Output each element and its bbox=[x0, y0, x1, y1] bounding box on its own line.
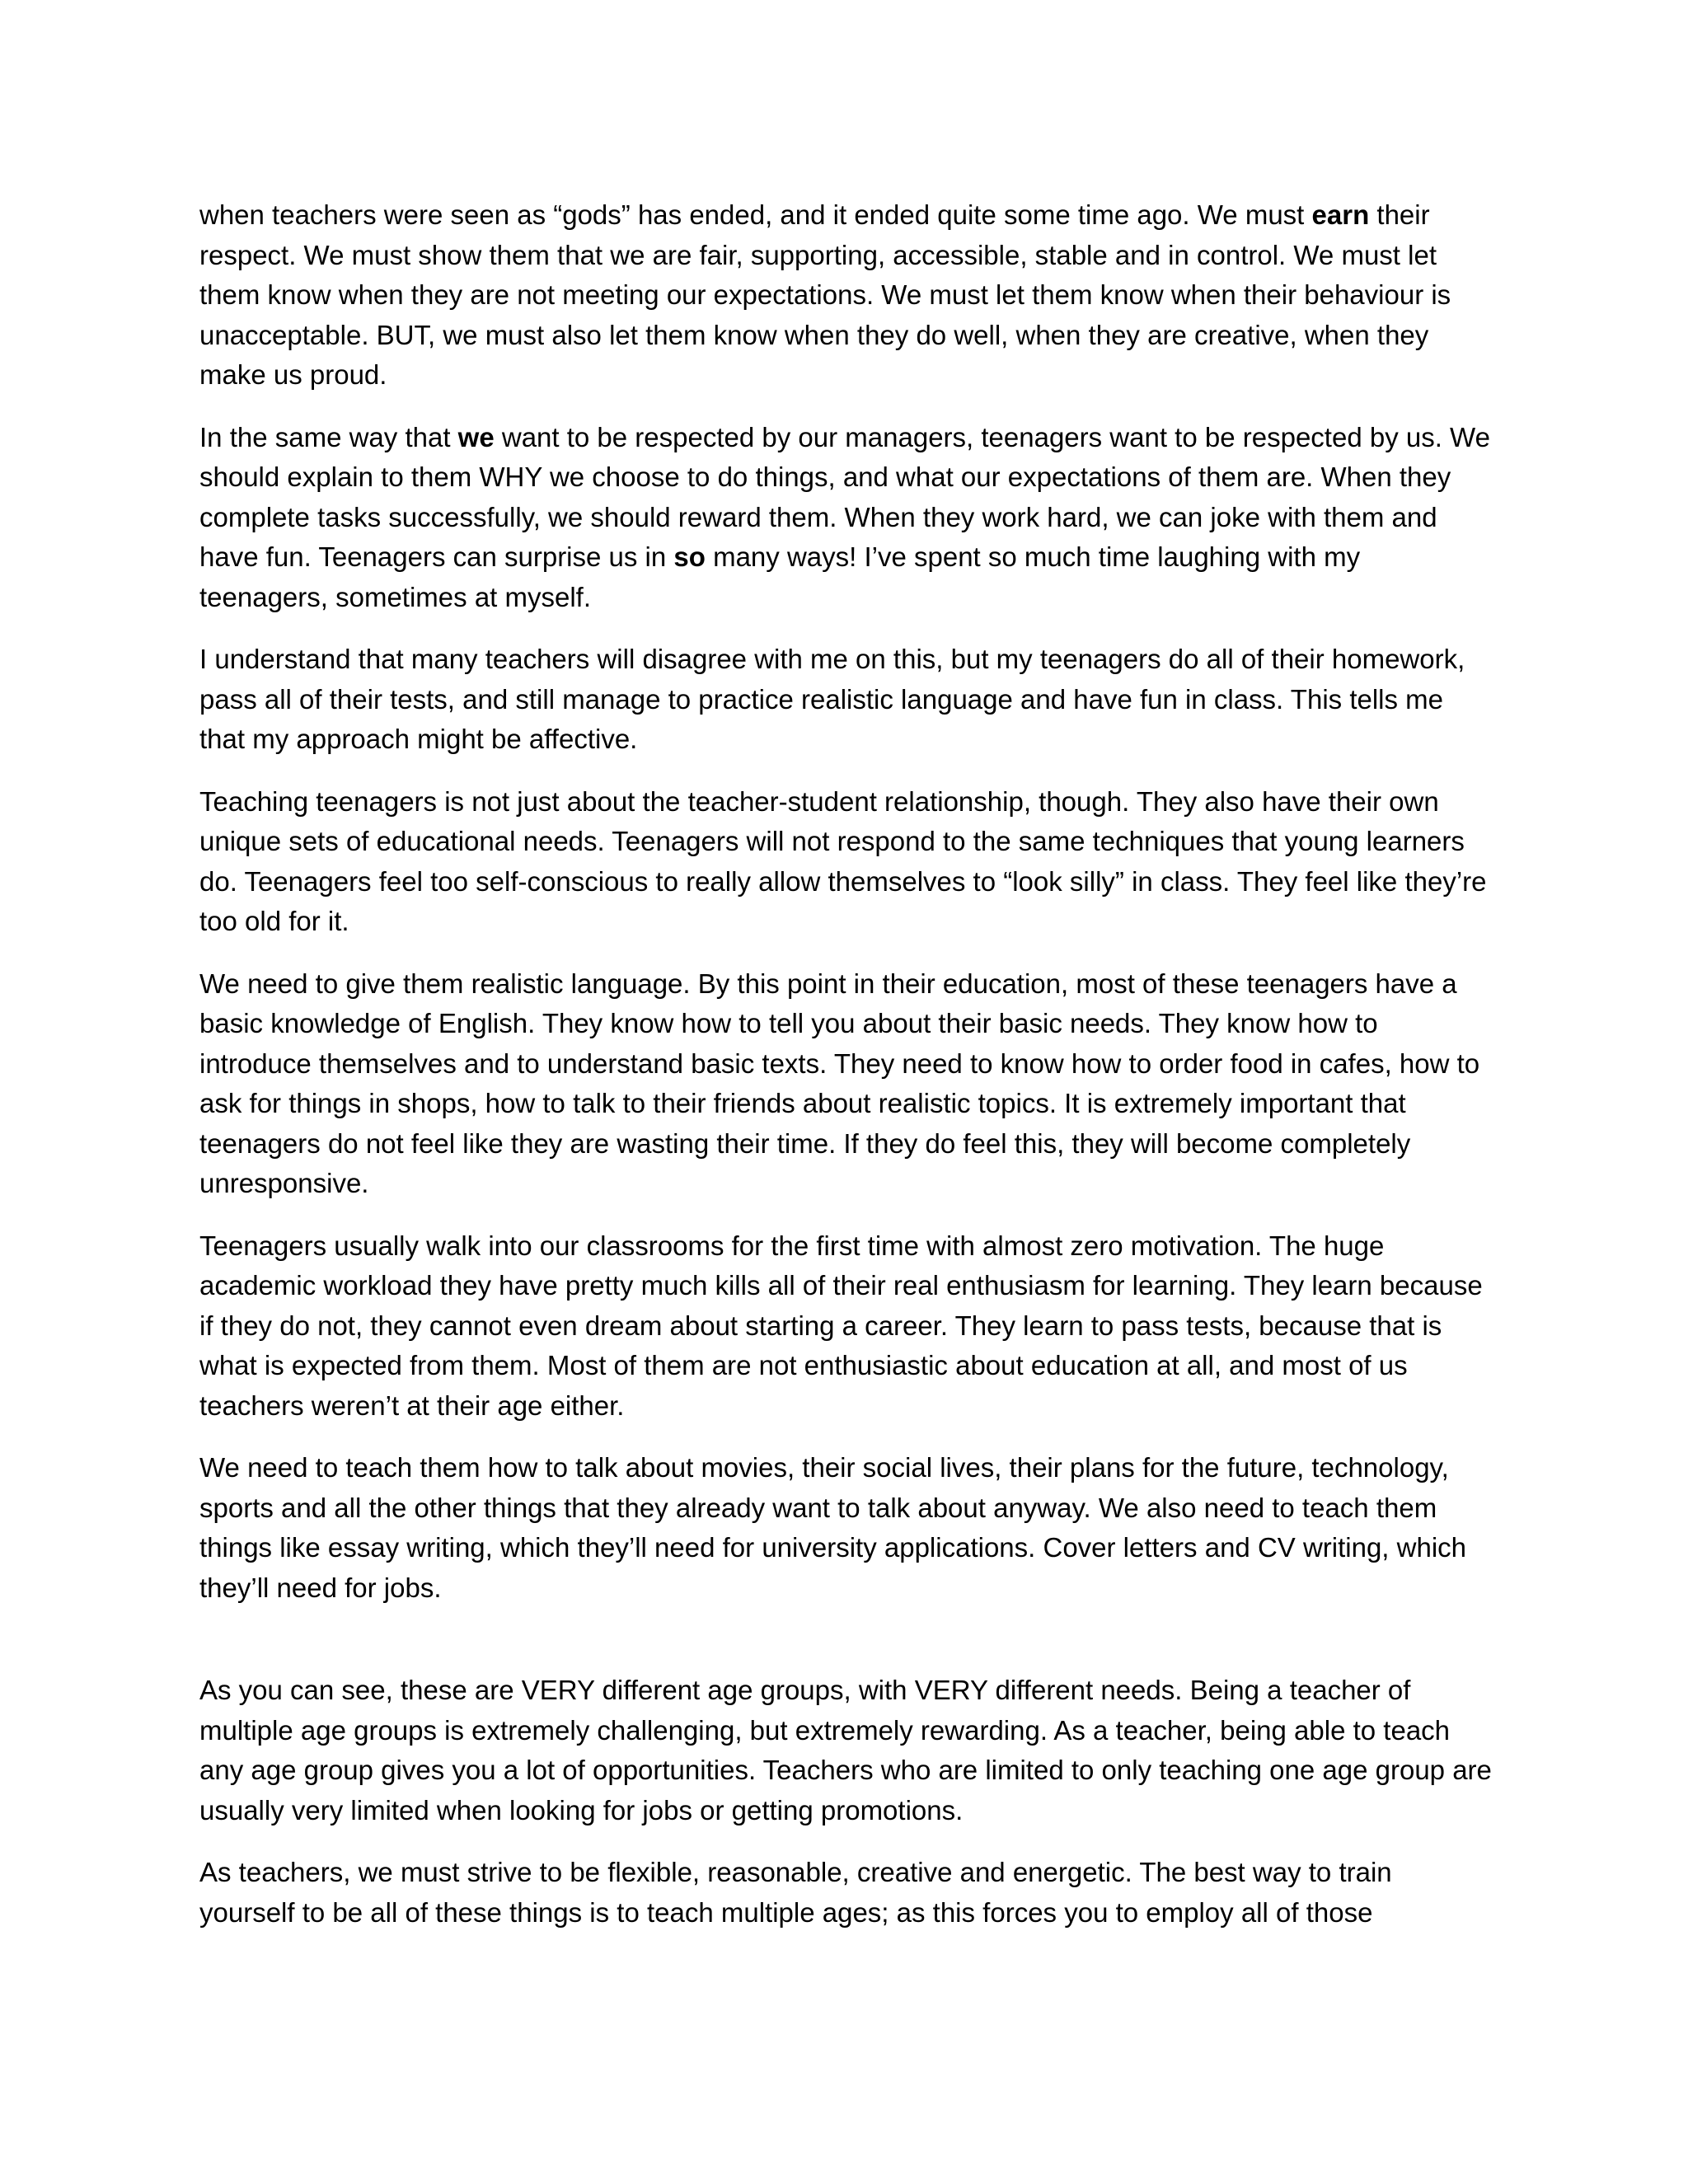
paragraph-8 bbox=[199, 1671, 1493, 1830]
paragraph-3 bbox=[199, 640, 1493, 760]
bold-text-run: so bbox=[673, 541, 706, 572]
text-run: As you can see, these are VERY different age groups, with VERY different needs. Being a teacher of multiple age groups is extremely challenging, but extremely rewarding. As a teacher, being able to teach any age group gives you a lot of opportunities. Teachers who are limited to only teaching one age group are usually very limited when looking for jobs or getting promotions. bbox=[199, 1675, 1492, 1825]
paragraph-4 bbox=[199, 782, 1493, 942]
paragraph-6 bbox=[199, 1226, 1493, 1427]
text-run: As teachers, we must strive to be flexible, reasonable, creative and energetic. The best way to train yourself to be all of these things is to teach multiple ages; as this forces you to employ all of those bbox=[199, 1857, 1392, 1928]
text-run: want to be respected by our managers, teenagers want to be respected by us. We should explain to them WHY we choose to do things, and what our expectations of them are. When they complete tasks successfully, we should reward them. When they work hard, we can joke with them and have fun. Teenagers can surprise us in bbox=[199, 421, 1490, 572]
bold-text-run: we bbox=[457, 421, 495, 452]
text-run: Teenagers usually walk into our classrooms for the first time with almost zero motivation. The huge academic workload they have pretty much kills all of their real enthusiasm for learning. They learn because if they do not, they cannot even dream about starting a career. They learn to pass tests, because that is what is expected from them. Most of them are not enthusiastic about education at all, and most of us teachers weren’t at their age either. bbox=[199, 1230, 1483, 1421]
text-run: I understand that many teachers will disagree with me on this, but my teenagers do all of their homework, pass all of their tests, and still manage to practice realistic language and have fun in class. This tells me that my approach might be affective. bbox=[199, 644, 1465, 754]
text-run: when teachers were seen as “gods” has ended, and it ended quite some time ago. We must bbox=[199, 199, 1312, 230]
text-run: We need to give them realistic language. By this point in their education, most of these teenagers have a basic knowledge of English. They know how to tell you about their basic needs. They know how to introduce themselves and to understand basic texts. They need to know how to order food in cafes, how to ask for things in shops, how to talk to their friends about realistic topics. It is extremely important that teenagers do not feel like they are wasting their time. If they do feel this, they will become completely unresponsive. bbox=[199, 968, 1480, 1198]
paragraph-9 bbox=[199, 1853, 1493, 1933]
text-run: In the same way that bbox=[199, 421, 458, 452]
paragraph-2 bbox=[199, 418, 1493, 618]
document-body bbox=[199, 195, 1493, 1955]
text-run: many ways! I’ve spent so much time laughing with my teenagers, sometimes at myself. bbox=[199, 541, 1361, 612]
text-run: Teaching teenagers is not just about the teacher-student relationship, though. They also have their own unique sets of educational needs. Teenagers will not respond to the same techniques that young learners do. Teenagers feel too self-conscious to really allow themselves to “look silly” in class. They feel like they’re too old for it. bbox=[199, 785, 1487, 936]
bold-text-run: earn bbox=[1311, 199, 1370, 230]
paragraph-5 bbox=[199, 964, 1493, 1204]
text-run: their respect. We must show them that we are fair, supporting, accessible, stable and in control. We must let them know when they are not meeting our expectations. We must let them know when their behaviour is unacceptable. BUT, we must also let them know when they do well, when they are creative, when they make us proud. bbox=[199, 199, 1451, 390]
text-run: We need to teach them how to talk about movies, their social lives, their plans for the future, technology, sports and all the other things that they already want to talk about anyway. We also need to teach them things like essay writing, which they’ll need for university applications. Cover letters and CV writing, which they’ll need for jobs. bbox=[199, 1452, 1467, 1603]
paragraph-7 bbox=[199, 1448, 1493, 1608]
paragraph-1 bbox=[199, 195, 1493, 396]
